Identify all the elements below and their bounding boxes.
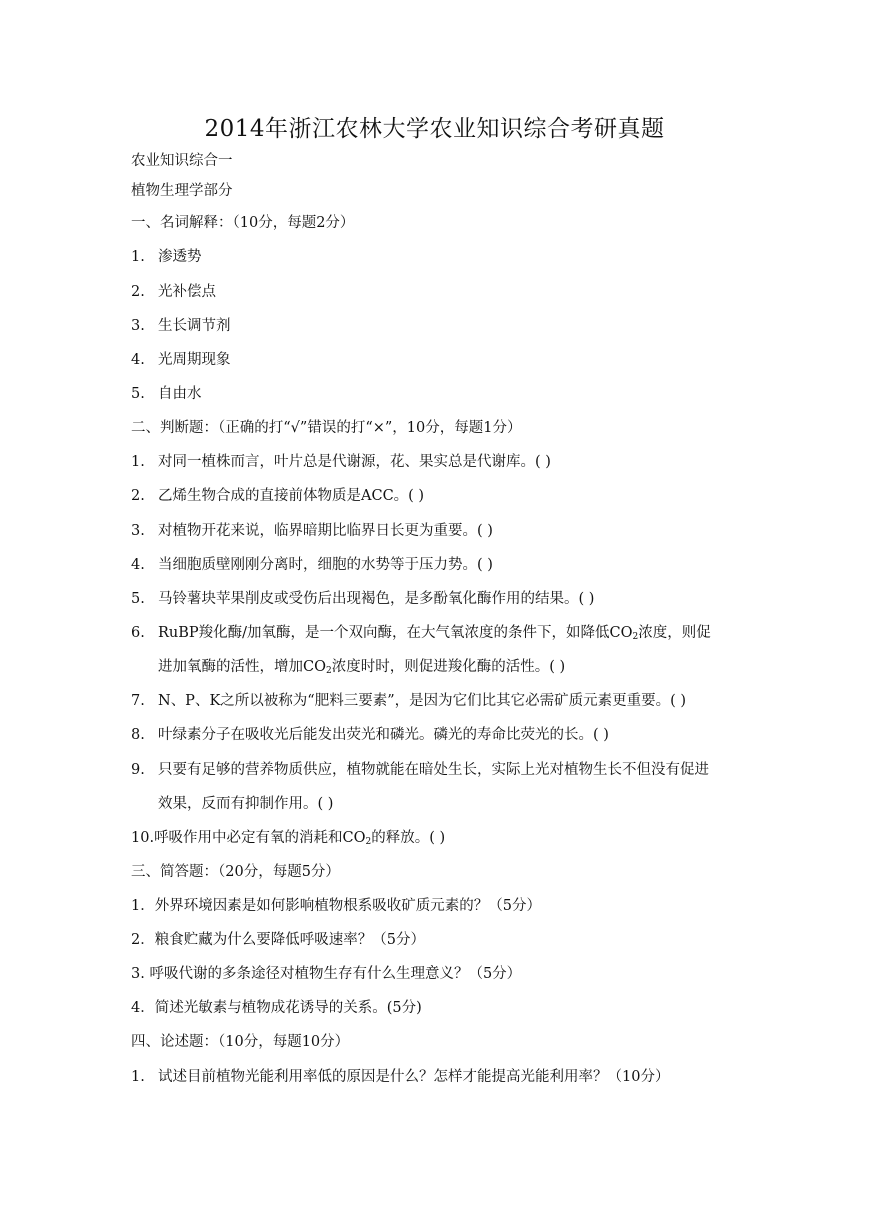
list-item <box>131 349 231 371</box>
list-item <box>131 724 609 746</box>
item-text: 浓度，则促 <box>638 625 711 641</box>
subscript: 2 <box>365 837 372 847</box>
subscript: 2 <box>325 666 332 676</box>
item-text: 渗透势 <box>158 249 202 265</box>
item-continuation: 效果，反而有抑制作用。( ) <box>158 796 334 812</box>
item-text: 呼吸作用中必定有氧的消耗和CO <box>154 830 366 846</box>
list-item: 2．粮食贮藏为什么要降低呼吸速率？（5分） <box>131 932 425 948</box>
list-item <box>131 690 686 712</box>
list-item <box>131 827 445 853</box>
item-text: 试述目前植物光能利用率低的原因是什么？怎样才能提高光能利用率？（10分） <box>158 1069 670 1085</box>
item-text: N、P、K之所以被称为“肥料三要素”，是因为它们比其它必需矿质元素更重要。( ) <box>158 693 687 709</box>
item-text: RuBP羧化酶/加氧酶，是一个双向酶，在大气氧浓度的条件下，如降低CO <box>158 625 633 641</box>
item-text: 的释放。( ) <box>371 830 446 846</box>
item-text: 光补偿点 <box>158 284 216 300</box>
list-item <box>131 520 493 542</box>
list-item: 3. 呼吸代谢的多条途径对植物生存有什么生理意义？（5分） <box>131 966 522 982</box>
item-number: 3. <box>131 523 145 539</box>
list-item <box>131 622 711 648</box>
section2-heading: 二、判断题：（正确的打“√”错误的打“×”，10分，每题1分） <box>131 420 522 436</box>
item-number: 1. <box>131 1069 145 1085</box>
item-text: 自由水 <box>158 386 202 402</box>
item-number: 4. <box>131 352 145 368</box>
item-text: 只要有足够的营养物质供应，植物就能在暗处生长，实际上光对植物生长不但没有促进 <box>158 762 709 778</box>
list-item <box>131 383 202 405</box>
item-number: 8. <box>131 727 145 743</box>
list-item <box>131 451 551 473</box>
item-number: 2. <box>131 284 145 300</box>
subtitle-subject: 农业知识综合一 <box>131 153 233 169</box>
list-item: 1．外界环境因素是如何影响植物根系吸收矿质元素的？（5分） <box>131 898 541 914</box>
item-number: 3. <box>131 318 145 334</box>
section1-heading: 一、名词解释：（10分，每题2分） <box>131 215 355 231</box>
item-text: 生长调节剂 <box>158 318 231 334</box>
item-number: 9. <box>131 762 145 778</box>
subtitle-section: 植物生理学部分 <box>131 183 233 199</box>
item-number: 1. <box>131 454 145 470</box>
list-item <box>131 281 216 303</box>
list-item <box>131 246 202 268</box>
item-continuation <box>158 656 565 682</box>
item-number: 6. <box>131 625 145 641</box>
item-text: 浓度时时，则促进羧化酶的活性。( ) <box>331 659 566 675</box>
list-item <box>131 759 709 781</box>
item-text: 叶绿素分子在吸收光后能发出荧光和磷光。磷光的寿命比荧光的长。( ) <box>158 727 609 743</box>
item-number: 5. <box>131 591 145 607</box>
item-text: 乙烯生物合成的直接前体物质是ACC。( ) <box>158 488 425 504</box>
list-item <box>131 554 493 576</box>
document-title: 2014年浙江农林大学农业知识综合考研真题 <box>204 116 665 142</box>
item-text: 马铃薯块苹果削皮或受伤后出现褐色，是多酚氧化酶作用的结果。( ) <box>158 591 595 607</box>
item-text: 对植物开花来说，临界暗期比临界日长更为重要。( ) <box>158 523 493 539</box>
item-text: 进加氧酶的活性，增加CO <box>158 659 326 675</box>
list-item <box>131 315 231 337</box>
list-item <box>131 588 594 610</box>
item-number: 1. <box>131 249 145 265</box>
item-text: 光周期现象 <box>158 352 231 368</box>
item-text: 对同一植株而言，叶片总是代谢源，花、果实总是代谢库。( ) <box>158 454 551 470</box>
subscript: 2 <box>632 632 639 642</box>
section3-heading: 三、简答题：（20分，每题5分） <box>131 864 340 880</box>
section4-heading: 四、论述题：（10分，每题10分） <box>131 1034 350 1050</box>
item-number: 7. <box>131 693 145 709</box>
item-number: 2. <box>131 488 145 504</box>
item-number: 4. <box>131 557 145 573</box>
list-item: 4．简述光敏素与植物成花诱导的关系。(5分) <box>131 1000 422 1016</box>
item-number: 10. <box>131 830 155 846</box>
list-item <box>131 1066 669 1088</box>
list-item <box>131 485 424 507</box>
item-text: 当细胞质壁刚刚分离时，细胞的水势等于压力势。( ) <box>158 557 493 573</box>
item-number: 5. <box>131 386 145 402</box>
